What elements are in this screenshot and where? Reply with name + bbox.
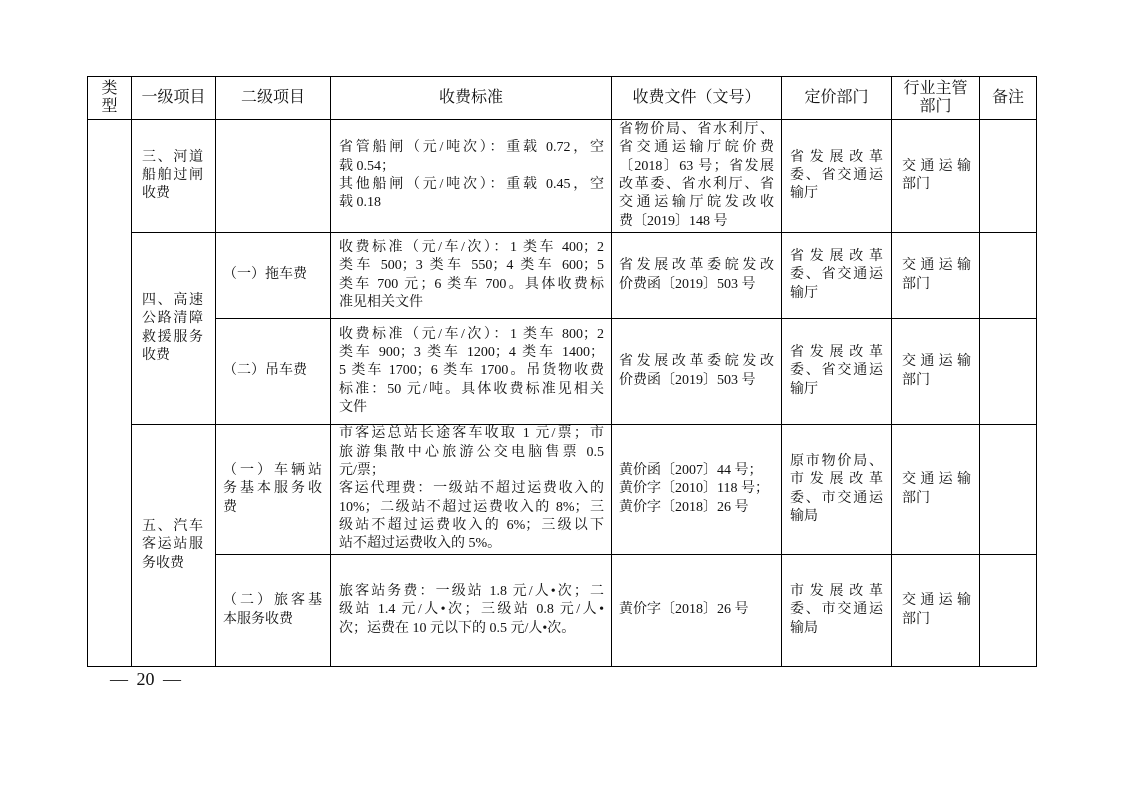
pricing-dept-cell — [782, 120, 892, 233]
standard-line: 站不超过运费收入的 5%。 — [339, 536, 502, 552]
document-cell — [612, 120, 782, 233]
standard-line: 旅客站务费：一级站 1.8 元/人•次；二 — [339, 584, 604, 600]
level1-line: 务收费 — [142, 555, 184, 571]
document-line: 〔2018〕63 号；省发展 — [619, 158, 774, 174]
standard-line: 准见相关文件 — [339, 294, 423, 310]
remarks-cell — [980, 233, 1037, 319]
industry-dept-cell — [892, 319, 980, 425]
remarks-cell — [980, 555, 1037, 667]
industry-dept-line: 部门 — [902, 372, 930, 388]
pricing-dept-line: 委、省交通运 — [790, 267, 883, 283]
header-level1-cell — [132, 77, 216, 120]
level1-line: 船舶过闸 — [142, 167, 203, 183]
level1-line: 五、汽车 — [142, 519, 203, 535]
level1-line: 三、河道 — [142, 149, 203, 165]
document-cell — [612, 425, 782, 555]
page-number: — 20 — — [110, 669, 181, 689]
document-line: 黄价字〔2018〕26 号 — [619, 499, 749, 515]
header-document: 收费文件（文号） — [632, 89, 761, 106]
pricing-dept-cell — [782, 319, 892, 425]
industry-dept-line: 交通运输 — [902, 354, 971, 370]
table-row — [88, 233, 1037, 319]
standard-line: 类车 900；3 类车 1200；4 类车 1400； — [339, 345, 604, 361]
level2-line: （一）车辆站 — [223, 463, 322, 479]
header-remarks-cell — [980, 77, 1037, 120]
level2-line: 费 — [223, 499, 237, 515]
level2-line: 本服务收费 — [223, 611, 293, 627]
pricing-dept-line: 省发展改革 — [790, 249, 883, 265]
standard-line: 5 类车 1700；6 类车 1700。吊货物收费 — [339, 363, 604, 379]
header-standard: 收费标准 — [438, 89, 503, 106]
standard-line: 客运代理费：一级站不超过运费收入的 — [339, 481, 604, 497]
level2-cell — [216, 120, 331, 233]
pricing-dept-line: 输厅 — [790, 186, 818, 202]
document-line: 黄价字〔2018〕26 号 — [619, 602, 749, 618]
document-line: 省发展改革委皖发改 — [619, 354, 774, 370]
header-document-cell — [612, 77, 782, 120]
header-industry-dept: 行业主管部门 — [903, 80, 968, 115]
table-row — [88, 319, 1037, 425]
level1-line: 救援服务 — [142, 329, 203, 345]
document-line: 交通运输厅皖发改收 — [619, 195, 774, 211]
standard-line: 载 0.18 — [339, 195, 381, 211]
level2-line: 务基本服务收 — [223, 481, 322, 497]
header-type: 类型 — [101, 80, 118, 115]
document-line: 黄价字〔2010〕118 号； — [619, 481, 769, 497]
pricing-dept-cell — [782, 233, 892, 319]
standard-line: 类车 500；3 类车 550；4 类车 600；5 — [339, 258, 604, 274]
standard-line: 元/票； — [339, 463, 385, 479]
standard-line: 类车 700 元；6 类车 700。具体收费标 — [339, 276, 604, 292]
pricing-dept-line: 省发展改革 — [790, 345, 883, 361]
standard-cell — [331, 425, 612, 555]
standard-line: 文件 — [339, 399, 367, 415]
pricing-dept-line: 原市物价局、 — [790, 453, 883, 469]
document-line: 价费函〔2019〕503 号 — [619, 276, 756, 292]
standard-line: 市客运总站长途客车收取 1 元/票；市 — [339, 426, 604, 442]
industry-dept-line: 交通运输 — [902, 258, 971, 274]
type-cell — [88, 120, 132, 667]
level1-line: 收费 — [142, 186, 170, 202]
document-line: 省发展改革委皖发改 — [619, 258, 774, 274]
remarks-cell — [980, 425, 1037, 555]
pricing-dept-cell — [782, 425, 892, 555]
industry-dept-line: 交通运输 — [902, 472, 971, 488]
standard-line: 收费标准（元/车/次）：1 类车 400；2 — [339, 239, 604, 255]
pricing-dept-line: 委、市交通运 — [790, 490, 883, 506]
level1-cell — [132, 233, 216, 425]
header-pricing-dept-cell — [782, 77, 892, 120]
level2-cell — [216, 425, 331, 555]
standard-line: 载 0.54； — [339, 158, 395, 174]
level1-line: 客运站服 — [142, 537, 203, 553]
pricing-dept-line: 市发展改革 — [790, 584, 883, 600]
pricing-dept-line: 委、市交通运 — [790, 602, 883, 618]
header-standard-cell — [331, 77, 612, 120]
document-cell — [612, 233, 782, 319]
standard-line: 标准：50 元/吨。具体收费标准见相关 — [339, 381, 604, 397]
standard-line: 收费标准（元/车/次）：1 类车 800；2 — [339, 326, 604, 342]
level2-line: （一）拖车费 — [223, 267, 307, 283]
document-line: 省交通运输厅皖价费 — [619, 140, 774, 156]
industry-dept-cell — [892, 120, 980, 233]
pricing-dept-cell — [782, 555, 892, 667]
pricing-dept-line: 输厅 — [790, 285, 818, 301]
pricing-dept-line: 输局 — [790, 620, 818, 636]
industry-dept-line: 部门 — [902, 276, 930, 292]
table-row — [88, 120, 1037, 233]
standard-line: 10%；二级站不超过运费收入的 8%；三 — [339, 499, 604, 515]
level2-line: （二）旅客基 — [223, 593, 322, 609]
header-level1: 一级项目 — [141, 89, 206, 106]
header-remarks: 备注 — [991, 89, 1024, 106]
header-level2-cell — [216, 77, 331, 120]
header-level2: 二级项目 — [240, 89, 305, 106]
industry-dept-line: 交通运输 — [902, 158, 971, 174]
standard-line: 级站不超过运费收入的 6%；三级以下 — [339, 517, 604, 533]
level1-line: 四、高速 — [142, 292, 203, 308]
fee-table — [87, 76, 1037, 667]
industry-dept-line: 部门 — [902, 177, 930, 192]
standard-cell — [331, 120, 612, 233]
header-industry-dept-cell — [892, 77, 980, 120]
industry-dept-line: 交通运输 — [902, 593, 971, 609]
standard-line: 省管船闸（元/吨次）：重载 0.72，空 — [339, 140, 604, 156]
document-line: 省物价局、省水利厅、 — [619, 122, 774, 138]
industry-dept-cell — [892, 555, 980, 667]
standard-line: 其他船闸（元/吨次）：重载 0.45，空 — [339, 177, 604, 192]
level2-cell — [216, 555, 331, 667]
table-header-row — [88, 77, 1037, 120]
industry-dept-line: 部门 — [902, 490, 930, 506]
industry-dept-cell — [892, 233, 980, 319]
level2-cell — [216, 233, 331, 319]
standard-cell — [331, 319, 612, 425]
level1-line: 公路清障 — [142, 311, 203, 327]
remarks-cell — [980, 319, 1037, 425]
pricing-dept-line: 省发展改革 — [790, 149, 883, 165]
level1-cell — [132, 425, 216, 667]
standard-line: 次；运费在 10 元以下的 0.5 元/人•次。 — [339, 620, 576, 636]
pricing-dept-line: 输局 — [790, 508, 818, 524]
document-line: 价费函〔2019〕503 号 — [619, 372, 756, 388]
industry-dept-line: 部门 — [902, 611, 930, 627]
level1-line: 收费 — [142, 347, 170, 363]
table-row — [88, 555, 1037, 667]
pricing-dept-line: 委、省交通运 — [790, 363, 883, 379]
document-cell — [612, 319, 782, 425]
header-pricing-dept: 定价部门 — [804, 89, 869, 106]
header-type-cell — [88, 77, 132, 120]
standard-line: 旅游集散中心旅游公交电脑售票 0.5 — [339, 444, 604, 460]
pricing-dept-line: 输厅 — [790, 381, 818, 397]
pricing-dept-line: 委、省交通运 — [790, 167, 883, 183]
pricing-dept-line: 市发展改革 — [790, 472, 883, 488]
level2-line: （二）吊车费 — [223, 363, 307, 379]
standard-line: 级站 1.4 元/人•次；三级站 0.8 元/人• — [339, 602, 604, 618]
industry-dept-cell — [892, 425, 980, 555]
document-cell — [612, 555, 782, 667]
table-row — [88, 425, 1037, 555]
standard-cell — [331, 233, 612, 319]
standard-cell — [331, 555, 612, 667]
document-line: 黄价函〔2007〕44 号； — [619, 463, 763, 479]
document-line: 改革委、省水利厅、省 — [619, 177, 774, 192]
remarks-cell — [980, 120, 1037, 233]
level1-cell — [132, 120, 216, 233]
level2-cell — [216, 319, 331, 425]
document-line: 费〔2019〕148 号 — [619, 213, 728, 229]
